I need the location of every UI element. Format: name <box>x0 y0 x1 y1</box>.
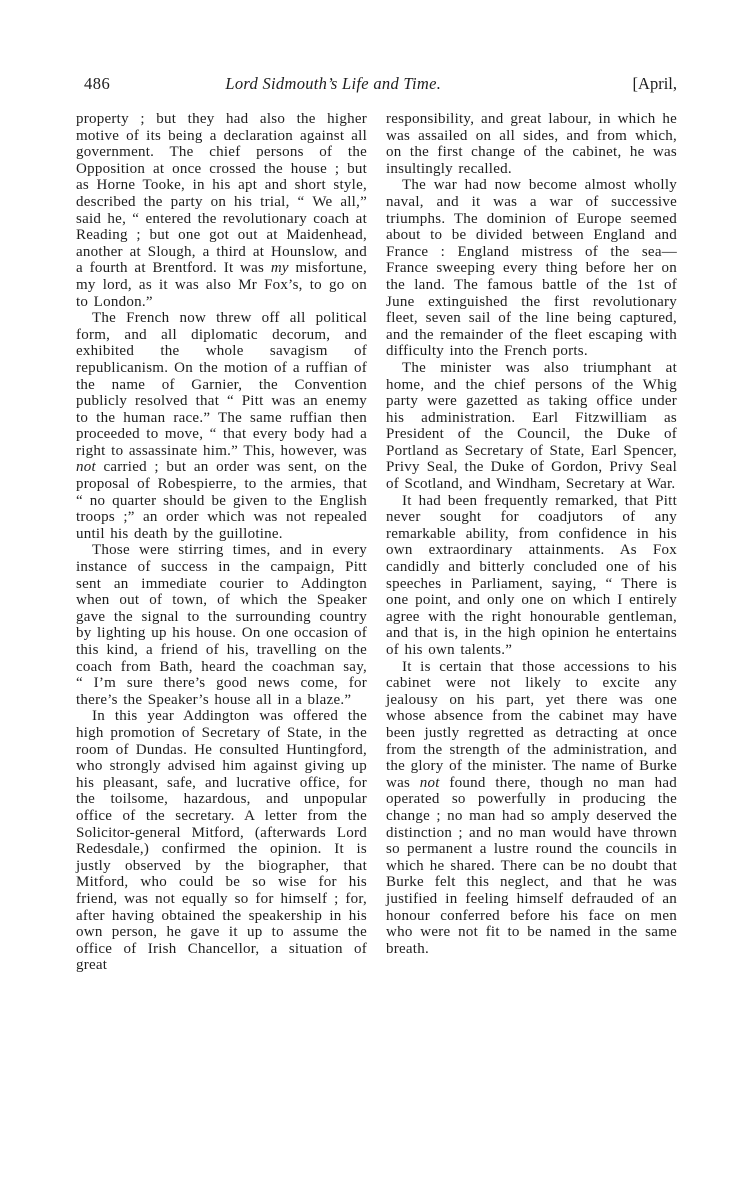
paragraph: responsibility, and great labour, in which he was assailed on all sides, and from which, on the first change of the cabinet, he was insultingly recalled. <box>386 111 677 177</box>
left-column <box>76 111 367 974</box>
paragraph: Those were stirring times, and in every instance of success in the campaign, Pitt sent an immediate courier to Addington when out of town, of which the Speaker gave the signal to the surrounding country by lighting up his house. On one occasion of this kind, a friend of his, travelling on the coach from Bath, heard the coachman say, “ I’m sure there’s good news come, for there’s the Speaker’s house all in a blaze.” <box>76 542 367 708</box>
page-number: 486 <box>84 74 111 93</box>
text-columns <box>76 111 677 974</box>
right-column <box>386 111 677 974</box>
header-date: [April, <box>632 74 677 93</box>
paragraph: In this year Addington was offered the high promotion of Secretary of State, in the room of Dundas. He consulted Huntingford, who strongly advised him against giving up his pleasant, safe, and lucrative office, for the toilsome, hazardous, and unpopular office of the secretary. A letter from the Solicitor-general Mitford, (afterwards Lord Redesdale,) confirmed the opinion. It is justly observed by the biographer, that Mitford, who could be so wise for his friend, was not equally so for himself ; for, after having obtained the speakership in his own person, he gave it up to assume the office of Irish Chancellor, a situation of great <box>76 708 367 974</box>
running-title: Lord Sidmouth’s Life and Time. <box>225 74 442 93</box>
paragraph: It had been frequently remarked, that Pitt never sought for coadjutors of any remarkable ability, from confidence in his own extraordinary attainments. As Fox candidly and bitterly concluded one of his speeches in Parliament, saying, “ There is one point, and only one on which I entirely agree with the right honourable gentleman, and that is, in the high opinion he entertains of his own talents.” <box>386 492 677 658</box>
paragraph: The minister was also triumphant at home, and the chief persons of the Whig party were gazetted as taking office under his administration. Earl Fitzwilliam as President of the Council, the Duke of Portland as Secretary of State, Earl Spencer, Privy Seal, the Duke of Gordon, Privy Seal of Scotland, and Windham, Secretary at War. <box>386 359 677 493</box>
paragraph: property ; but they had also the higher motive of its being a declaration against all government. The chief persons of the Opposition at once crossed the house ; but as Horne Tooke, in his apt and short style, described the party on his trial, “ We all,” said he, “ entered the revolutionary coach at Reading ; but one got out at Maidenhead, another at Slough, a third at Hounslow, and a fourth at Brentford. It was my misfortune, my lord, as it was also Mr Fox’s, to go on to London.” <box>76 111 367 310</box>
paragraph: The war had now become almost wholly naval, and it was a war of successive triumphs. The dominion of Europe seemed about to be divided between England and France : England mistress of the sea—France sweeping every thing before her on the land. The famous battle of the 1st of June extinguished the first revolutionary fleet, seven sail of the line being captured, and the remainder of the fleet escaping with difficulty into the French ports. <box>386 177 677 360</box>
page-header <box>76 74 677 94</box>
paragraph: It is certain that those accessions to his cabinet were not likely to excite any jealousy on his part, yet there was one whose absence from the cabinet may have been justly regretted as detracting at once from the strength of the administration, and the glory of the minister. The name of Burke was not found there, though no man had operated so powerfully in producing the change ; no man had so amply deserved the distinction ; and no man would have thrown so permanent a lustre round the councils in which he shared. There can be no doubt that Burke felt this neglect, and that he was justified in feeling himself defrauded of an honour conferred before his face on men who were not fit to be named in the same breath. <box>386 658 678 957</box>
paragraph: The French now threw off all political form, and all diplomatic decorum, and exhibited the whole savagism of republicanism. On the motion of a ruffian of the name of Garnier, the Convention publicly resolved that “ Pitt was an enemy to the human race.” The same ruffian then proceeded to move, “ that every body had a right to assassinate him.” This, however, was not carried ; but an order was sent, on the proposal of Robespierre, to the armies, that “ no quarter should be given to the English troops ;” an order which was not repealed until his death by the guillotine. <box>76 310 367 542</box>
